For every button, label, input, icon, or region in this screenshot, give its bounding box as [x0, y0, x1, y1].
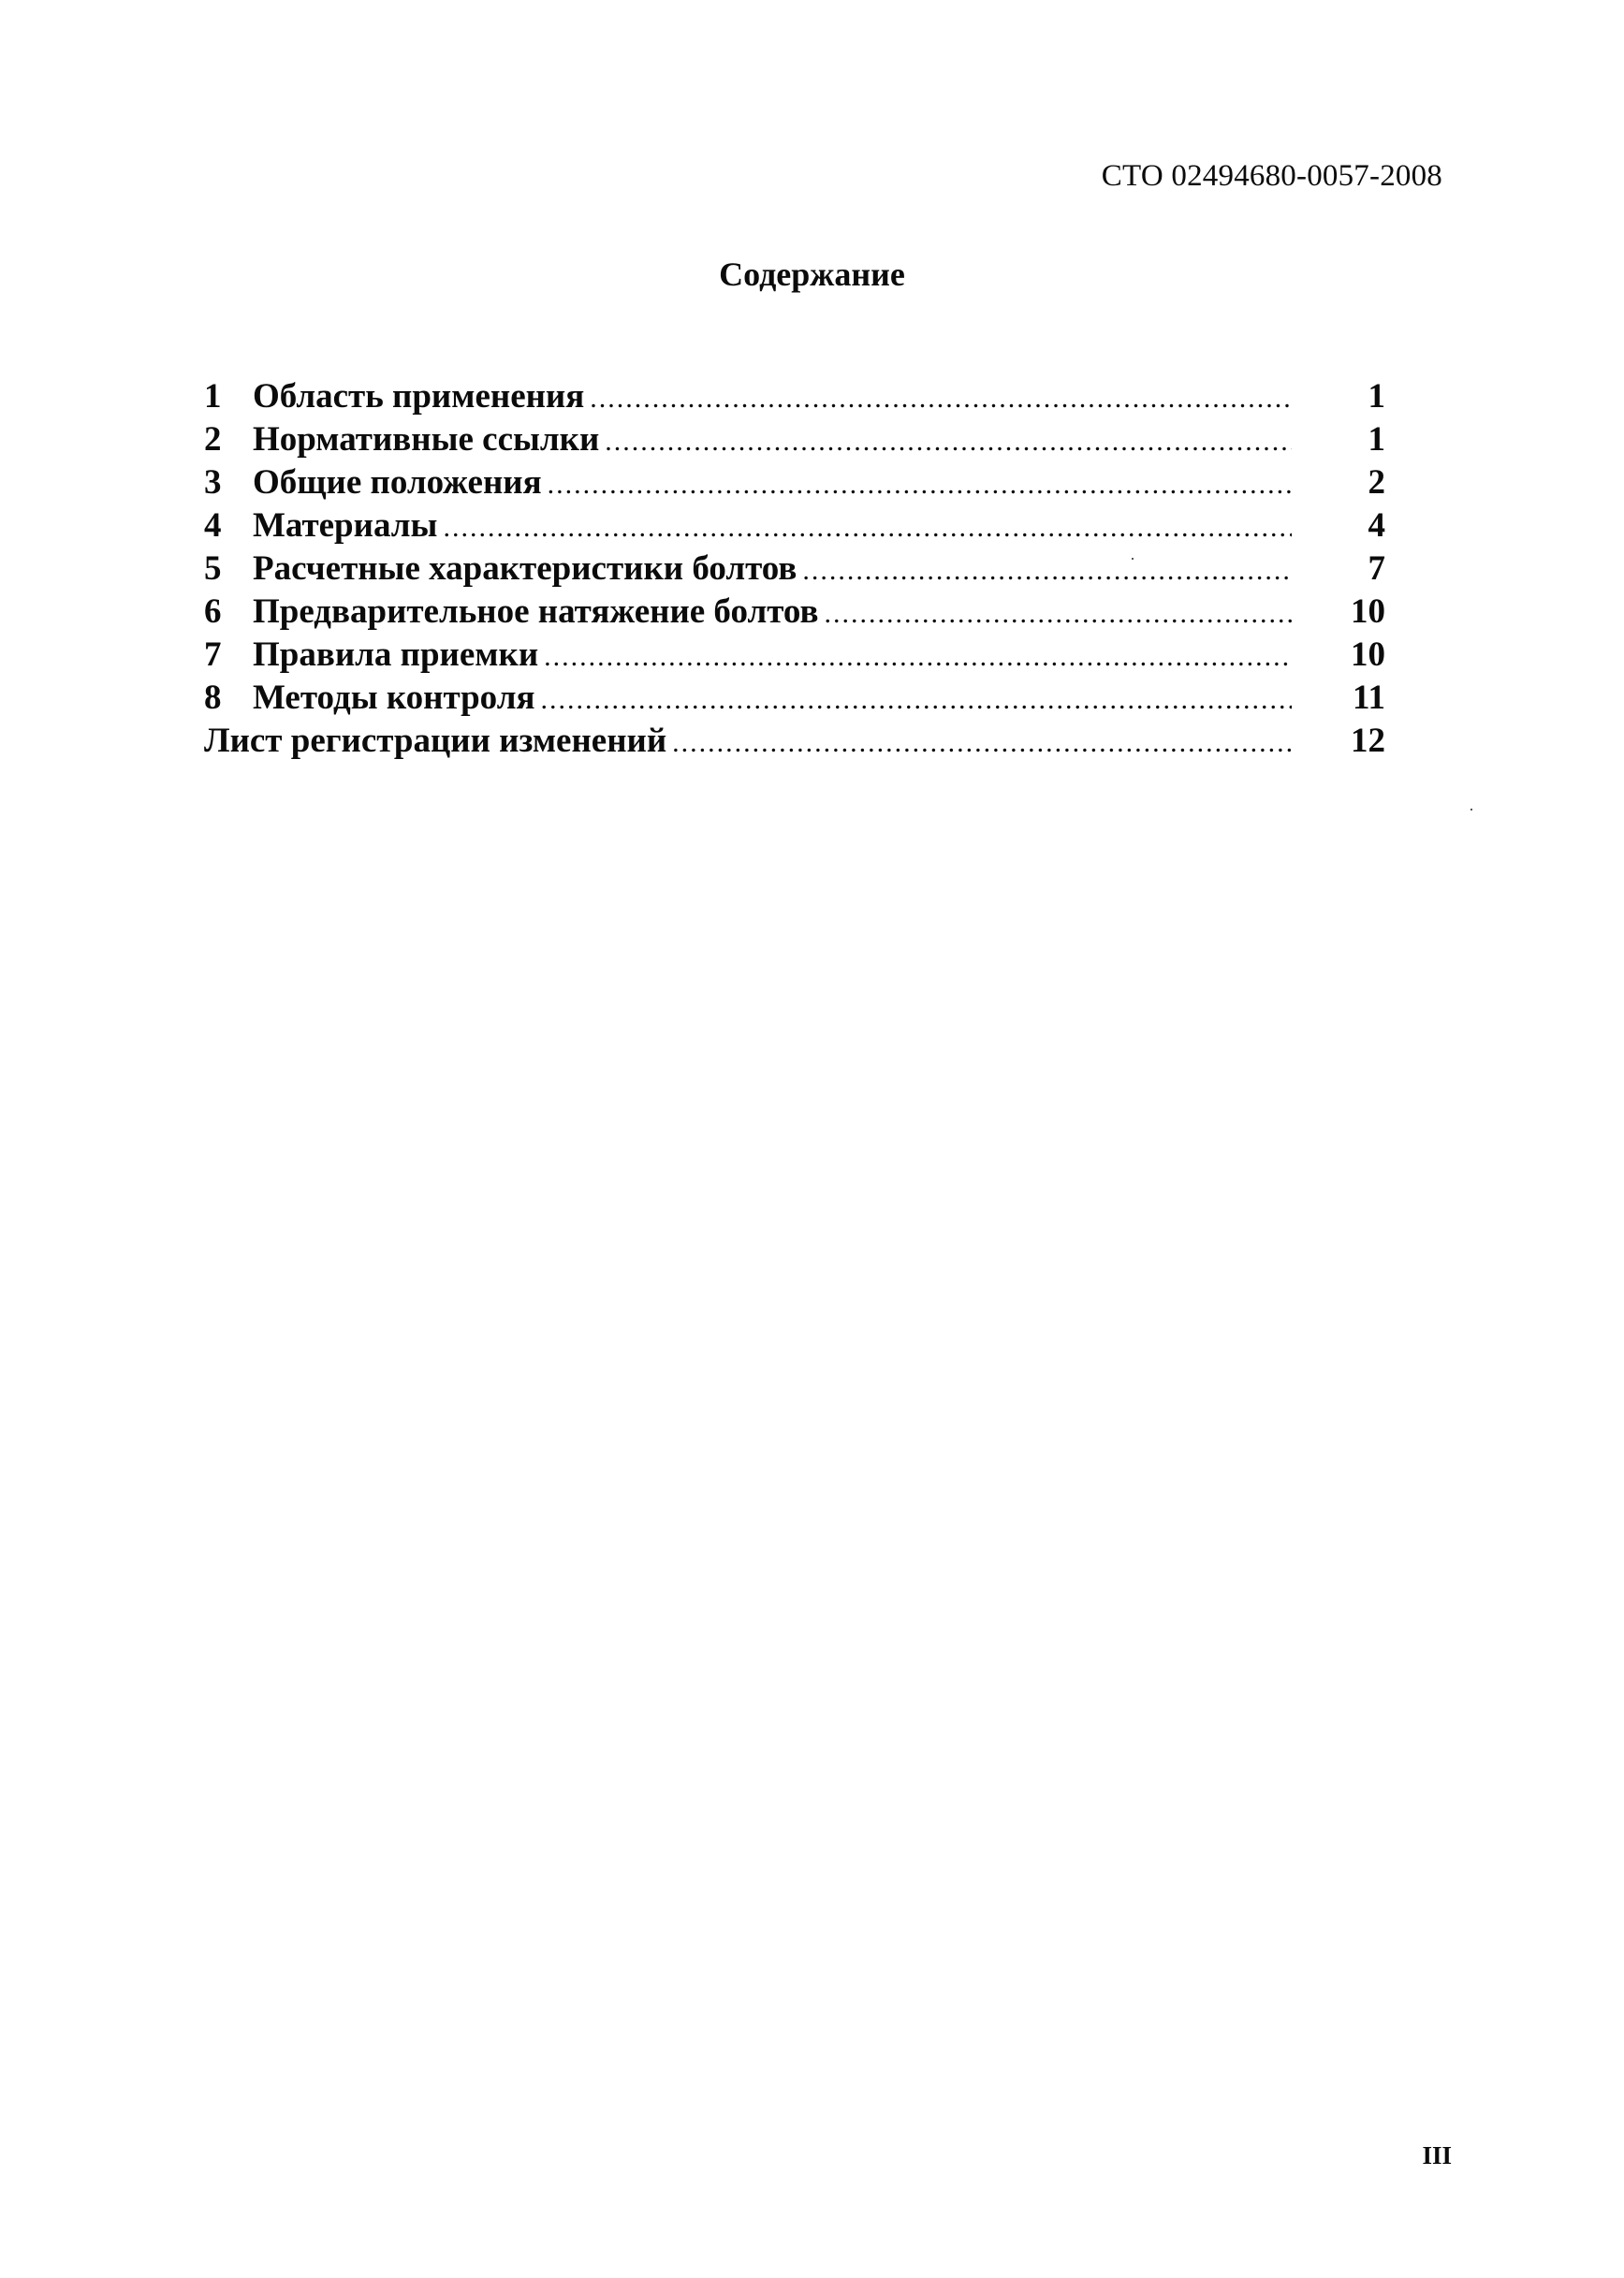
toc-leader-dots	[534, 684, 1292, 716]
toc-entry-number: 1	[204, 377, 222, 416]
toc-leader-dots	[797, 555, 1292, 587]
toc-entry-number: 3	[204, 463, 222, 502]
toc-entry[interactable]	[204, 462, 1385, 505]
toc-entry-number: 4	[204, 506, 222, 545]
toc-entry[interactable]	[204, 505, 1385, 548]
toc-entry-title: Общие положения	[253, 463, 542, 502]
toc-leader-dots	[538, 641, 1292, 673]
toc-entry-number: 2	[204, 420, 222, 459]
toc-entry[interactable]	[204, 591, 1385, 635]
toc-entry-title: Нормативные ссылки	[253, 420, 600, 459]
toc-entry-page: 2	[1368, 463, 1385, 502]
document-code: СТО 02494680-0057-2008	[1101, 159, 1442, 193]
toc-leader-dots	[818, 598, 1292, 630]
toc-entry-page: 11	[1353, 679, 1385, 717]
toc-entry-page: 10	[1351, 592, 1385, 631]
toc-leader-dots	[437, 512, 1292, 544]
toc-entry-title: Методы контроля	[253, 679, 535, 717]
toc-entry-page: 1	[1368, 377, 1385, 416]
toc-entry[interactable]	[204, 376, 1385, 419]
toc-entry-title: Предварительное натяжение болтов	[253, 592, 819, 631]
toc-leader-dots	[599, 426, 1292, 458]
toc-entry-title: Лист регистрации изменений	[204, 722, 667, 760]
toc-entry-page: 10	[1351, 635, 1385, 674]
toc-entry-number: 6	[204, 592, 222, 631]
toc-entry-number: 7	[204, 635, 222, 674]
toc-entry[interactable]	[204, 678, 1385, 721]
toc-entry-appendix[interactable]	[204, 721, 1385, 764]
toc-entry[interactable]	[204, 548, 1385, 591]
toc-entry-title: Материалы	[253, 506, 438, 545]
toc-entry-title: Область применения	[253, 377, 585, 416]
scan-speck	[1470, 809, 1472, 810]
toc-entry-title: Правила приемки	[253, 635, 539, 674]
toc-entry-number: 5	[204, 549, 222, 588]
toc-leader-dots	[666, 727, 1292, 759]
toc-entry[interactable]	[204, 419, 1385, 462]
table-of-contents	[204, 376, 1385, 764]
toc-heading: Содержание	[719, 256, 905, 293]
toc-entry-page: 1	[1368, 420, 1385, 459]
toc-entry-page: 12	[1351, 722, 1385, 760]
toc-entry[interactable]	[204, 635, 1385, 678]
toc-entry-page: 7	[1368, 549, 1385, 588]
toc-leader-dots	[584, 383, 1292, 415]
toc-leader-dots	[542, 469, 1292, 501]
toc-entry-title: Расчетные характеристики болтов	[253, 549, 797, 588]
scan-speck	[1132, 558, 1134, 560]
page-number: III	[1422, 2141, 1452, 2169]
toc-entry-page: 4	[1368, 506, 1385, 545]
toc-entry-number: 8	[204, 679, 222, 717]
